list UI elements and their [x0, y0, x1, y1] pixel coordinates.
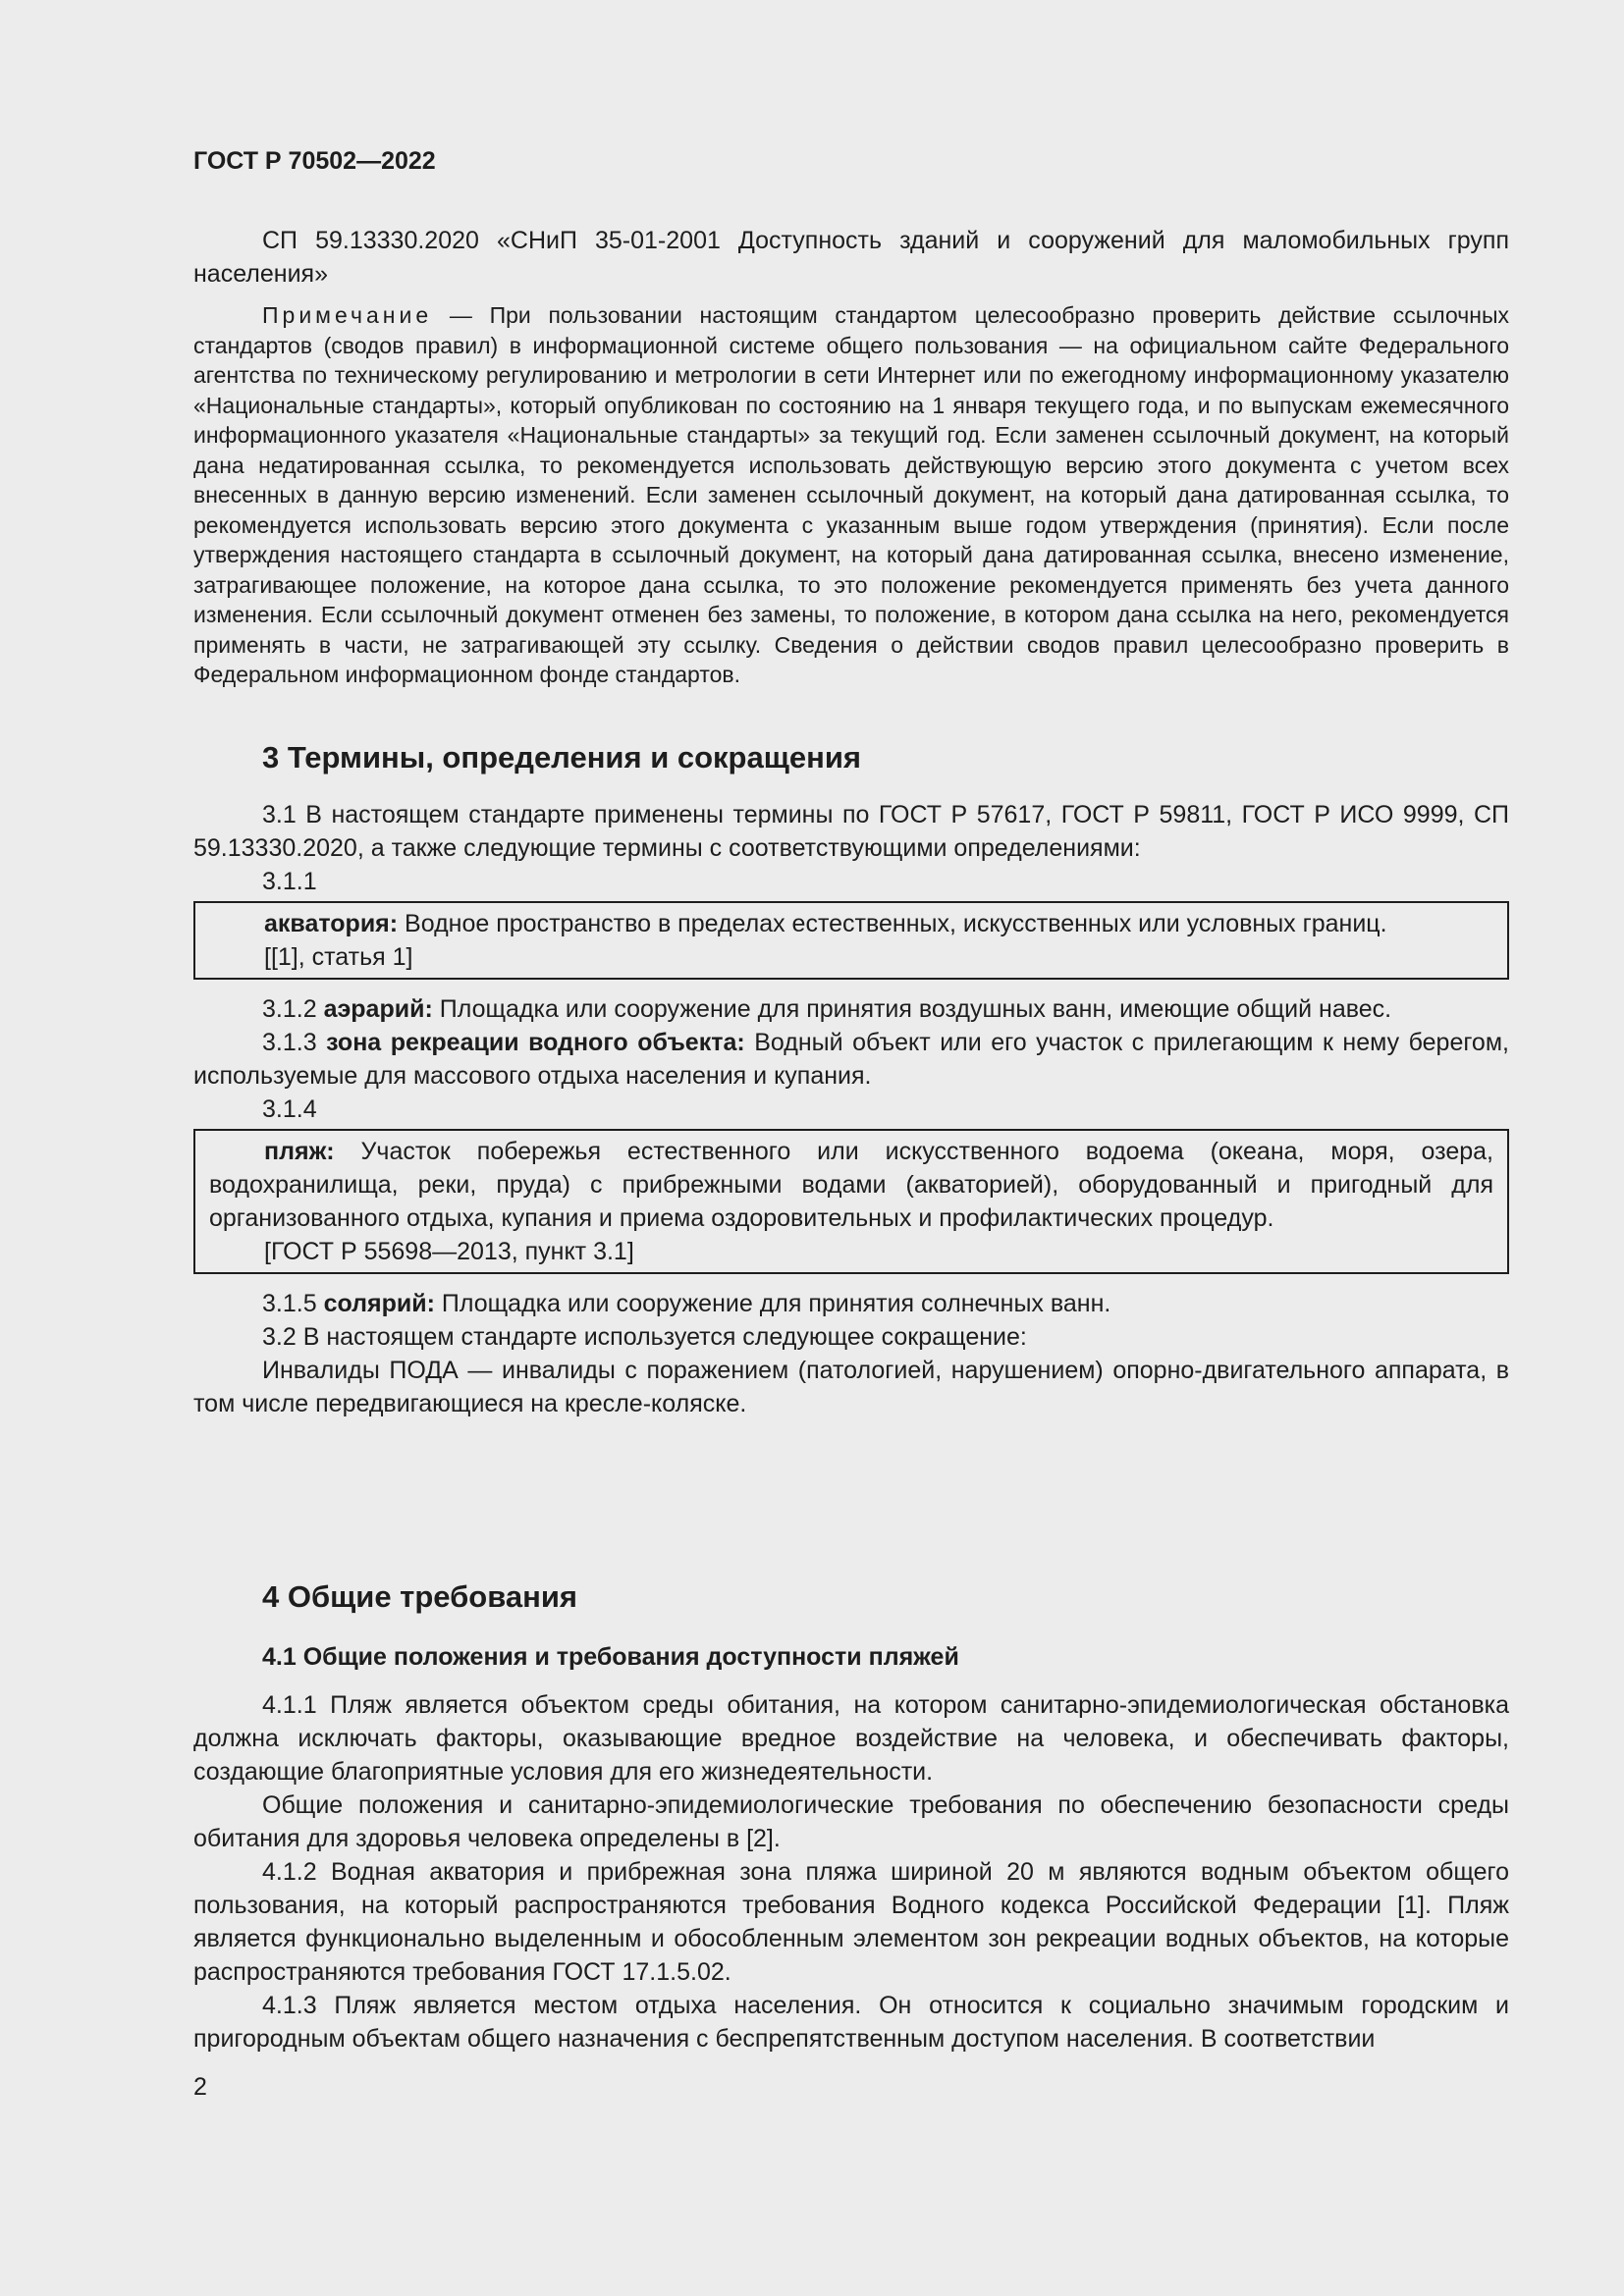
note-text: — При пользовании настоящим стандартом целесообразно проверить действие ссылочных стандартов (сводов правил) в информационной системе общего пользования — на официальном сайте Федерального агентства по техническому регулированию и метрологии в сети Интернет или по ежегодному информационному указателю «Национальные стандарты», который опубликован по состоянию на 1 января текущего года, и по выпускам ежемесячного информационного указателя «Национальные стандарты» за текущий год. Если заменен ссылочный документ, на который дана недатированная ссылка, то рекомендуется использовать действующую версию этого документа с учетом всех внесенных в данную версию изменений. Если заменен ссылочный документ, на который дана датированная ссылка, то рекомендуется использовать версию этого документа с указанным выше годом утверждения (принятия). Если после утверждения настоящего стандарта в ссылочный документ, на который дана датированная ссылка, внесено изменение, затрагивающее положение, на которое дана ссылка, то это положение рекомендуется применять без учета данного изменения. Если ссылочный документ отменен без замены, то положение, в котором дана ссылка на него, рекомендуется применять в части, не затрагивающей эту ссылку. Сведения о действии сводов правил целесообразно проверить в Федеральном информационном фонде стандартов.: [193, 302, 1509, 687]
term-akvatoriya-definition: Водное пространство в пределах естественных, искусственных или условных границ.: [398, 910, 1387, 937]
term-box-akvatoriya: [193, 901, 1509, 980]
intro-block: [193, 224, 1509, 690]
clause-3-2: 3.2 В настоящем стандарте используется следующее сокращение:: [262, 1323, 1027, 1351]
section-3-heading: 3 Термины, определения и сокращения: [262, 740, 861, 774]
term-solyariy-definition: Площадка или сооружение для принятия солнечных ванн.: [434, 1290, 1111, 1317]
page-number: 2: [193, 2073, 207, 2101]
clause-3-1-2-number: 3.1.2: [262, 995, 324, 1023]
term-zona-rekreacii-definition: Водный объект или его участок с прилегающим к нему берегом, используемые для массового отдыха населения и купания.: [193, 1029, 1509, 1090]
clause-4-1-2: 4.1.2 Водная акватория и прибрежная зона пляжа шириной 20 м являются водным объектом общего пользования, на который распространяются требования Водного кодекса Российской Федерации [1]. Пляж является функционально выделенным и обособленным элементом зон рекреации водных объектов, на которые распространяются требования ГОСТ 17.1.5.02.: [193, 1858, 1509, 1986]
term-plyazh-definition: Участок побережья естественного или искусственного водоема (океана, моря, озера, водохранилища, реки, пруда) с прибрежными водами (акваторией), оборудованный и пригодный для организованного отдыха, купания и приема оздоровительных и профилактических процедур.: [209, 1138, 1493, 1232]
clause-3-1-3-number: 3.1.3: [262, 1029, 327, 1056]
term-akvatoriya-source: [[1], статья 1]: [264, 943, 413, 971]
section-4: [193, 1577, 1509, 2056]
note-label: Примечание: [262, 302, 433, 328]
clause-4-1-3: 4.1.3 Пляж является местом отдыха населения. Он относится к социально значимым городским и пригородным объектам общего назначения с беспрепятственным доступом населения. В соответствии: [193, 1992, 1509, 2053]
section-3: [193, 738, 1509, 1420]
section-4-heading: 4 Общие требования: [262, 1579, 577, 1614]
subsection-4-1-heading: 4.1 Общие положения и требования доступности пляжей: [262, 1643, 959, 1671]
term-aerariy-definition: Площадка или сооружение для принятия воздушных ванн, имеющие общий навес.: [432, 995, 1392, 1023]
document-code: ГОСТ Р 70502—2022: [193, 147, 436, 175]
term-plyazh-source: [ГОСТ Р 55698—2013, пункт 3.1]: [264, 1238, 634, 1265]
term-plyazh-label: пляж:: [264, 1138, 335, 1165]
term-akvatoriya-label: акватория:: [264, 910, 399, 937]
clause-3-1-2: [193, 992, 1509, 1026]
term-aerariy-label: аэрарий:: [323, 995, 433, 1023]
clause-3-1-1-number: 3.1.1: [262, 868, 317, 895]
term-plyazh: [209, 1135, 1493, 1235]
reference-note: [193, 300, 1509, 690]
term-box-plyazh: [193, 1129, 1509, 1274]
clause-3-1-5-number: 3.1.5: [262, 1290, 324, 1317]
clause-3-1: 3.1 В настоящем стандарте применены термины по ГОСТ Р 57617, ГОСТ Р 59811, ГОСТ Р ИСО 9999, СП 59.13330.2020, а также следующие термины с соответствующими определениями:: [193, 801, 1509, 862]
clause-4-1-1-continued: Общие положения и санитарно-эпидемиологические требования по обеспечению безопасности среды обитания для здоровья человека определены в [2].: [193, 1791, 1509, 1852]
clause-3-1-5: [193, 1287, 1509, 1320]
reference-sp: СП 59.13330.2020 «СНиП 35-01-2001 Доступность зданий и сооружений для маломобильных групп населения»: [193, 227, 1509, 288]
term-solyariy-label: солярий:: [323, 1290, 435, 1317]
clause-3-1-4-number: 3.1.4: [262, 1095, 317, 1123]
term-zona-rekreacii-label: зона рекреации водного объекта:: [326, 1029, 745, 1056]
clause-3-1-3: [193, 1026, 1509, 1093]
clause-4-1-1: 4.1.1 Пляж является объектом среды обитания, на котором санитарно-эпидемиологическая обстановка должна исключать факторы, оказывающие вредное воздействие на человека, и обеспечивать факторы, создающие благоприятные условия для его жизнедеятельности.: [193, 1691, 1509, 1786]
abbreviation-poda: Инвалиды ПОДА — инвалиды с поражением (патологией, нарушением) опорно-двигательного аппарата, в том числе передвигающиеся на кресле-коляске.: [193, 1357, 1509, 1417]
term-akvatoriya: [209, 907, 1493, 940]
